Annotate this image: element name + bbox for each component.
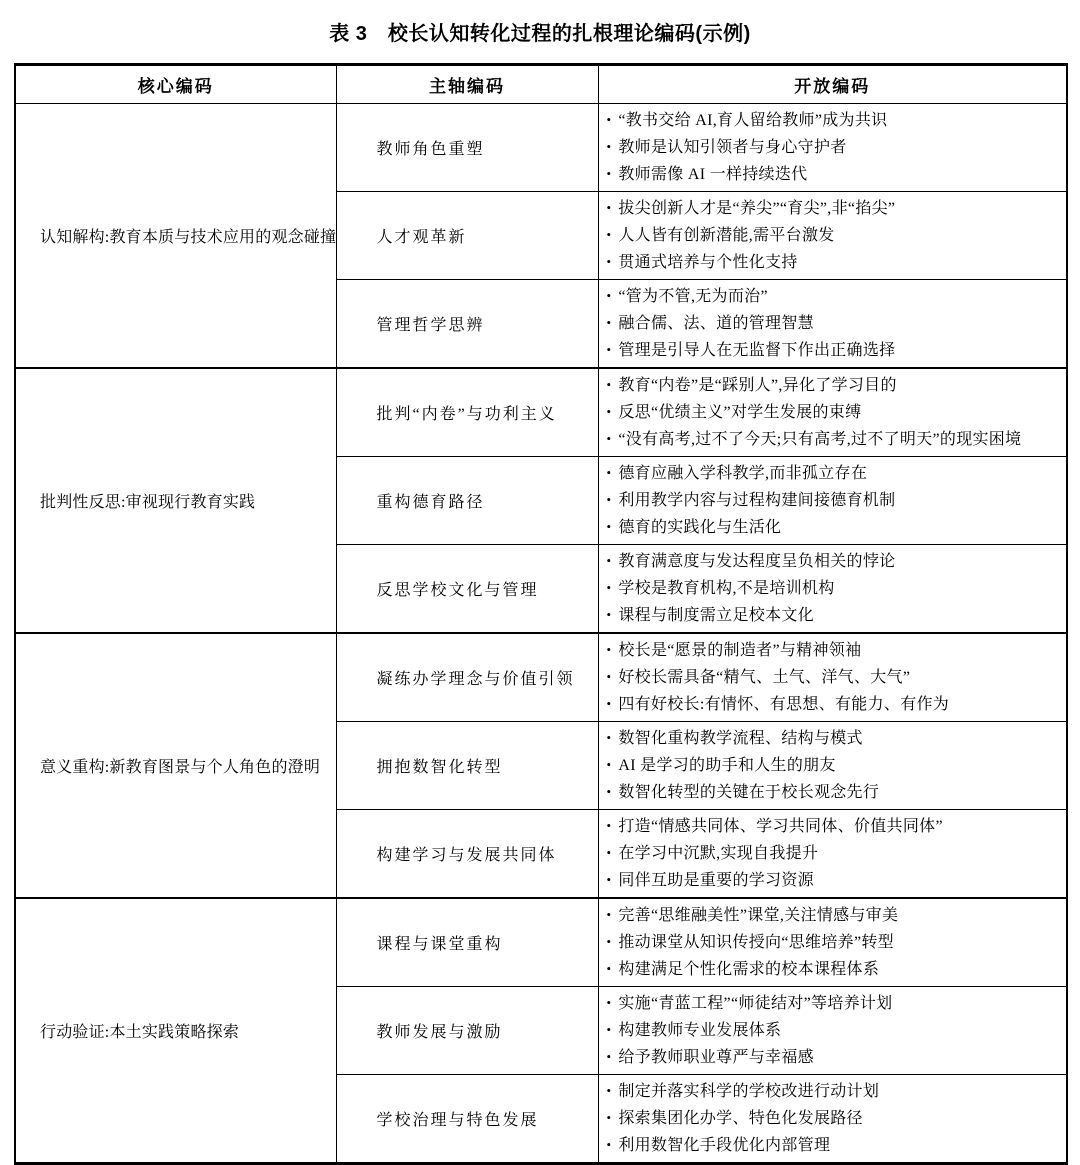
open-coding-item: • 好校长需具备“精气、土气、洋气、大气” xyxy=(607,664,1063,691)
open-coding-item: • 在学习中沉默,实现自我提升 xyxy=(607,840,1063,867)
table-row xyxy=(15,104,1067,192)
open-coding-cell xyxy=(598,192,1067,280)
open-coding-item: • 数智化重构教学流程、结构与模式 xyxy=(607,725,1063,752)
open-coding-cell xyxy=(598,810,1067,899)
open-coding-item: • 四有好校长:有情怀、有思想、有能力、有作为 xyxy=(607,691,1063,718)
open-coding-item: • 德育的实践化与生活化 xyxy=(607,514,1063,541)
axial-coding-cell: 人才观革新 xyxy=(336,192,598,280)
open-coding-item: • 教师需像 AI 一样持续迭代 xyxy=(607,161,1063,188)
open-coding-item: • 构建教师专业发展体系 xyxy=(607,1017,1063,1044)
axial-coding-cell: 反思学校文化与管理 xyxy=(336,545,598,634)
open-coding-item: • 管理是引导人在无监督下作出正确选择 xyxy=(607,337,1063,364)
open-coding-item: • 推动课堂从知识传授向“思维培养”转型 xyxy=(607,929,1063,956)
open-coding-item: • 完善“思维融美性”课堂,关注情感与审美 xyxy=(607,902,1063,929)
open-coding-item: • 利用数智化手段优化内部管理 xyxy=(607,1132,1063,1159)
open-coding-item: • 人人皆有创新潜能,需平台激发 xyxy=(607,222,1063,249)
open-coding-cell xyxy=(598,457,1067,545)
open-coding-item: • 教师是认知引领者与身心守护者 xyxy=(607,134,1063,161)
open-coding-item: • “教书交给 AI,育人留给教师”成为共识 xyxy=(607,107,1063,134)
axial-coding-cell: 构建学习与发展共同体 xyxy=(336,810,598,899)
open-coding-item: • 构建满足个性化需求的校本课程体系 xyxy=(607,956,1063,983)
open-coding-item: • 探索集团化办学、特色化发展路径 xyxy=(607,1105,1063,1132)
open-coding-item: • 制定并落实科学的学校改进行动计划 xyxy=(607,1078,1063,1105)
open-coding-cell xyxy=(598,280,1067,369)
open-coding-item: • 融合儒、法、道的管理智慧 xyxy=(607,310,1063,337)
table-caption: 表 3 校长认知转化过程的扎根理论编码(示例) xyxy=(329,23,751,45)
axial-coding-cell: 学校治理与特色发展 xyxy=(336,1075,598,1164)
open-coding-item: • 校长是“愿景的制造者”与精神领袖 xyxy=(607,637,1063,664)
open-coding-item: • 教育“内卷”是“踩别人”,异化了学习目的 xyxy=(607,372,1063,399)
open-coding-item: • 学校是教育机构,不是培训机构 xyxy=(607,575,1063,602)
header-core-coding: 核心编码 xyxy=(15,65,336,104)
core-coding-cell: 批判性反思:审视现行教育实践 xyxy=(15,368,336,633)
open-coding-item: • 实施“青蓝工程”“师徒结对”等培养计划 xyxy=(607,990,1063,1017)
open-coding-item: • 数智化转型的关键在于校长观念先行 xyxy=(607,779,1063,806)
axial-coding-cell: 教师发展与激励 xyxy=(336,987,598,1075)
open-coding-item: • AI 是学习的助手和人生的朋友 xyxy=(607,752,1063,779)
core-coding-cell: 意义重构:新教育图景与个人角色的澄明 xyxy=(15,633,336,898)
core-coding-cell: 认知解构:教育本质与技术应用的观念碰撞 xyxy=(15,104,336,369)
header-open-coding: 开放编码 xyxy=(598,65,1067,104)
axial-coding-cell: 课程与课堂重构 xyxy=(336,898,598,987)
open-coding-item: • 课程与制度需立足校本文化 xyxy=(607,602,1063,629)
open-coding-item: • 教育满意度与发达程度呈负相关的悖论 xyxy=(607,548,1063,575)
open-coding-cell xyxy=(598,898,1067,987)
open-coding-cell xyxy=(598,545,1067,634)
axial-coding-cell: 管理哲学思辨 xyxy=(336,280,598,369)
open-coding-item: • 拔尖创新人才是“养尖”“育尖”,非“掐尖” xyxy=(607,195,1063,222)
open-coding-item: • 反思“优绩主义”对学生发展的束缚 xyxy=(607,399,1063,426)
table-row xyxy=(15,898,1067,987)
axial-coding-cell: 批判“内卷”与功利主义 xyxy=(336,368,598,457)
axial-coding-cell: 教师角色重塑 xyxy=(336,104,598,192)
table-row xyxy=(15,368,1067,457)
open-coding-cell xyxy=(598,368,1067,457)
open-coding-item: • 利用教学内容与过程构建间接德育机制 xyxy=(607,487,1063,514)
open-coding-item: • “没有高考,过不了今天;只有高考,过不了明天”的现实困境 xyxy=(607,426,1063,453)
open-coding-item: • 同伴互助是重要的学习资源 xyxy=(607,867,1063,894)
table-row xyxy=(15,633,1067,722)
open-coding-cell xyxy=(598,722,1067,810)
grounded-theory-coding-table xyxy=(14,63,1068,1165)
axial-coding-cell: 凝练办学理念与价值引领 xyxy=(336,633,598,722)
axial-coding-cell: 拥抱数智化转型 xyxy=(336,722,598,810)
open-coding-cell xyxy=(598,1075,1067,1164)
header-row xyxy=(15,65,1067,104)
open-coding-item: • 打造“情感共同体、学习共同体、价值共同体” xyxy=(607,813,1063,840)
open-coding-item: • “管为不管,无为而治” xyxy=(607,283,1063,310)
core-coding-cell: 行动验证:本土实践策略探索 xyxy=(15,898,336,1164)
open-coding-cell xyxy=(598,633,1067,722)
open-coding-item: • 给予教师职业尊严与幸福感 xyxy=(607,1044,1063,1071)
header-axial-coding: 主轴编码 xyxy=(336,65,598,104)
open-coding-item: • 贯通式培养与个性化支持 xyxy=(607,249,1063,276)
axial-coding-cell: 重构德育路径 xyxy=(336,457,598,545)
open-coding-cell xyxy=(598,987,1067,1075)
open-coding-cell xyxy=(598,104,1067,192)
open-coding-item: • 德育应融入学科教学,而非孤立存在 xyxy=(607,460,1063,487)
